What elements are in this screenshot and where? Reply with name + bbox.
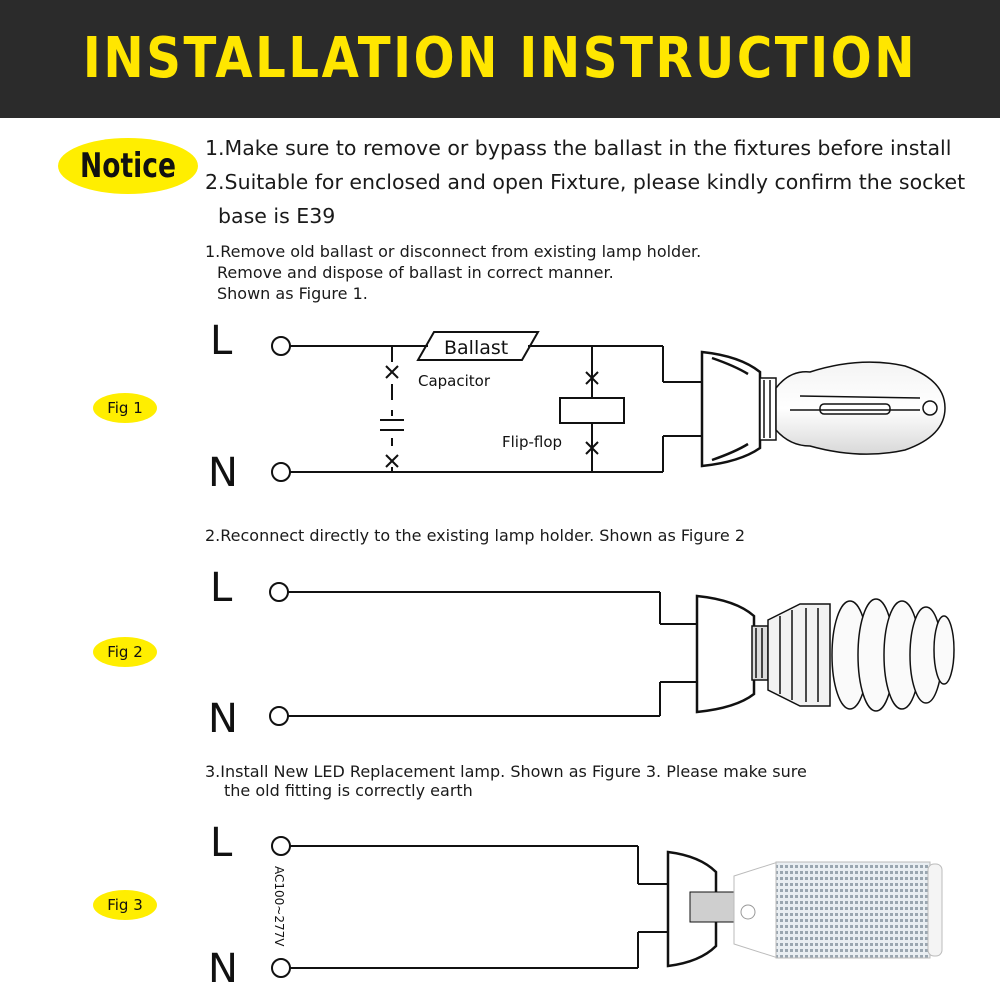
fig2-terminal-l bbox=[270, 583, 288, 601]
fig2-line-letter: L bbox=[210, 565, 233, 611]
fig1-terminal-n bbox=[272, 463, 290, 481]
page-title: INSTALLATION INSTRUCTION bbox=[82, 26, 918, 91]
step3-line-1: 3.Install New LED Replacement lamp. Shown as Figure 3. Please make sure bbox=[205, 762, 807, 781]
fig1-labels bbox=[418, 337, 562, 451]
fig3-voltage-label: AC100~277V bbox=[272, 866, 286, 947]
fig3-neutral-letter: N bbox=[208, 946, 238, 992]
notice-badge-label: Notice bbox=[80, 146, 176, 186]
fig1-neutral-letter: N bbox=[208, 450, 238, 496]
step1-line-1: 1.Remove old ballast or disconnect from existing lamp holder. bbox=[205, 242, 702, 261]
fig3-terminal-n bbox=[272, 959, 290, 977]
fig3-terminal-l bbox=[272, 837, 290, 855]
fig3-line-letter: L bbox=[210, 820, 233, 866]
step2-line-1: 2.Reconnect directly to the existing lamp holder. Shown as Figure 2 bbox=[205, 526, 745, 545]
fig2-neutral-letter: N bbox=[208, 696, 238, 742]
fig1-diagram bbox=[272, 332, 945, 481]
notice-line-2: 2.Suitable for enclosed and open Fixture, please kindly confirm the socket bbox=[205, 170, 966, 194]
fig3-led-corn-bulb bbox=[690, 862, 942, 958]
notice-line-1: 1.Make sure to remove or bypass the ballast in the fixtures before install bbox=[205, 136, 952, 160]
fig1-hid-bulb bbox=[760, 362, 945, 454]
fig1-capacitor-branch bbox=[380, 346, 404, 472]
fig1-label: Fig 1 bbox=[107, 399, 143, 417]
fig2-lamp-holder bbox=[697, 596, 754, 712]
fig1-capacitor-label: Capacitor bbox=[418, 372, 491, 390]
fig1-flipflop-branch bbox=[560, 346, 624, 472]
fig1-flipflop-label: Flip-flop bbox=[502, 433, 563, 451]
notice-line-3: base is E39 bbox=[218, 204, 336, 228]
fig1-lamp-holder bbox=[702, 352, 760, 466]
fig2-diagram bbox=[270, 583, 954, 725]
fig1-line-letter: L bbox=[210, 318, 233, 364]
fig3-diagram bbox=[272, 837, 942, 977]
fig2-terminal-n bbox=[270, 707, 288, 725]
step1-line-3: Shown as Figure 1. bbox=[217, 284, 368, 303]
fig2-label: Fig 2 bbox=[107, 643, 143, 661]
step1-line-2: Remove and dispose of ballast in correct manner. bbox=[217, 263, 614, 282]
fig1-terminal-l bbox=[272, 337, 290, 355]
fig2-cfl-bulb bbox=[752, 599, 954, 711]
fig1-ballast-label: Ballast bbox=[444, 337, 509, 359]
fig1-flipflop-box bbox=[560, 398, 624, 423]
step3-line-2: the old fitting is correctly earth bbox=[224, 781, 473, 800]
fig3-label: Fig 3 bbox=[107, 896, 143, 914]
